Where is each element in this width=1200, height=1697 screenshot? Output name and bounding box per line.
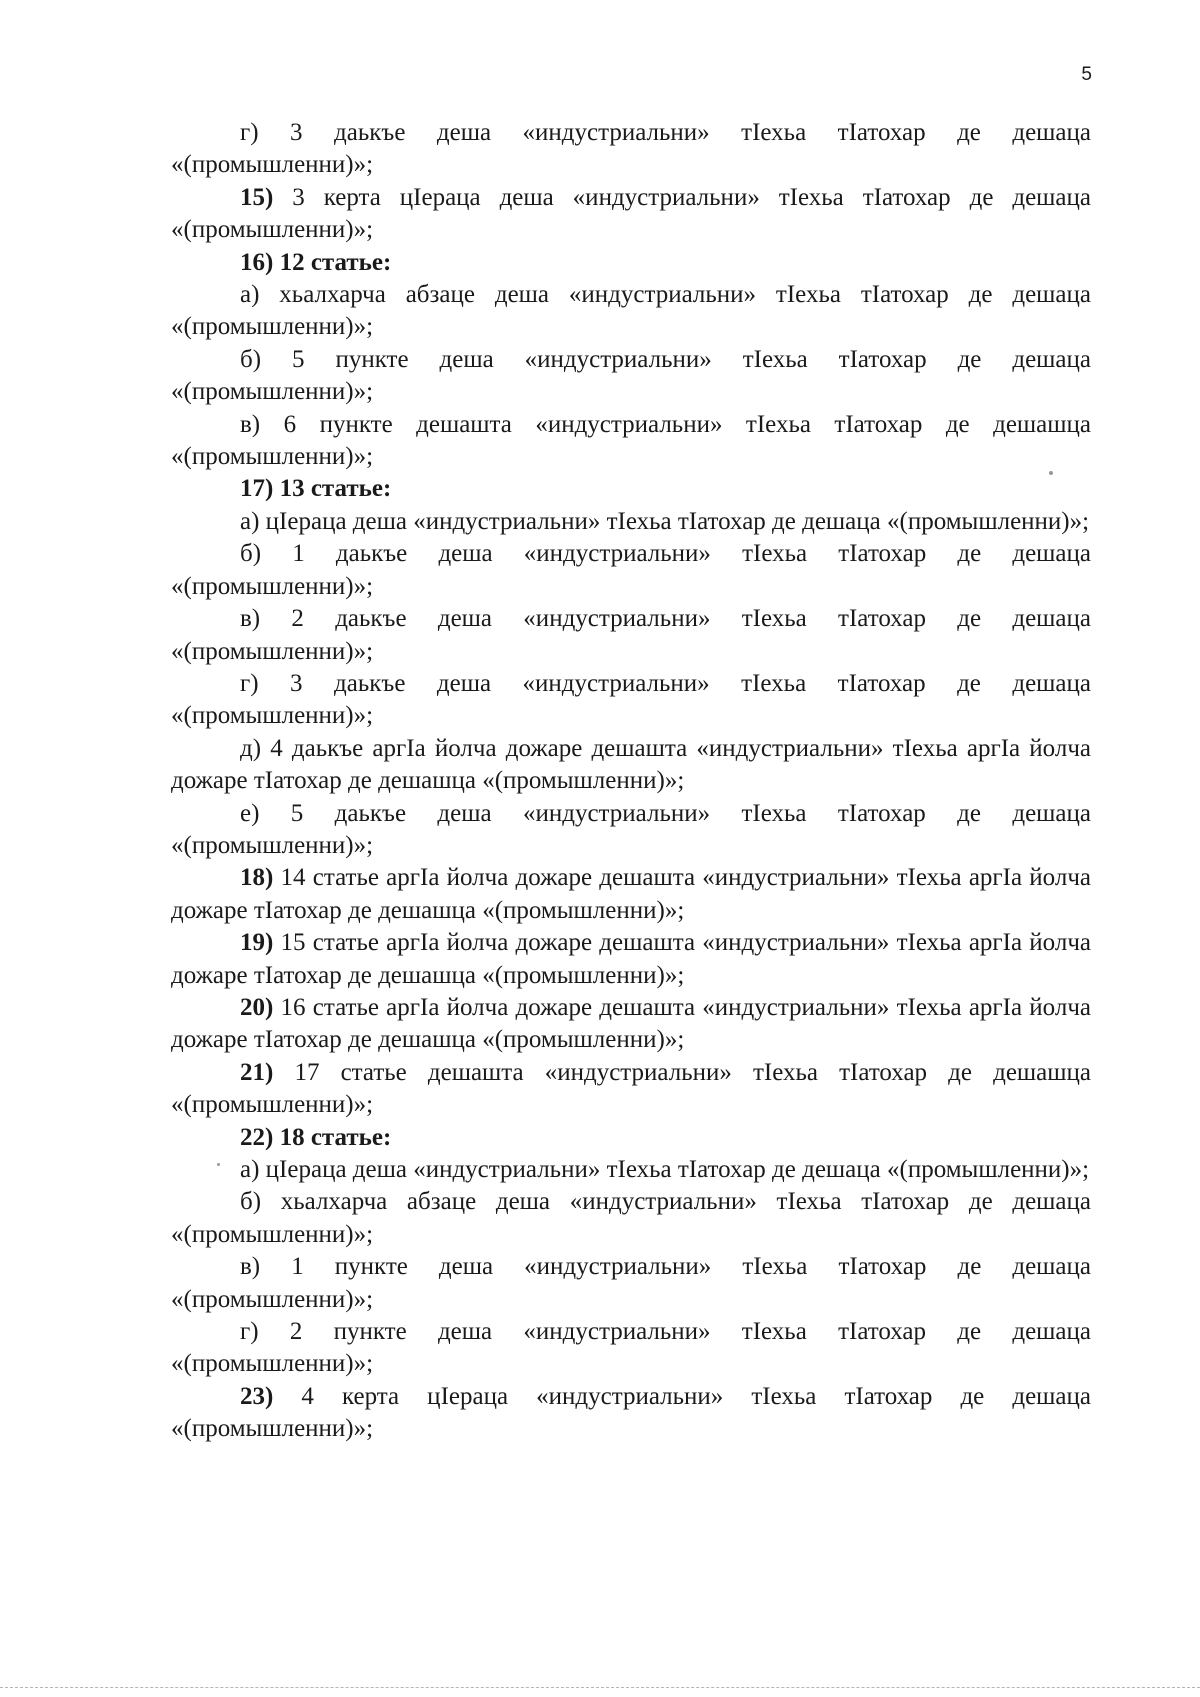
paragraph-text: д) 4 даькъе аргIа йолча дожаре дешашта «индустриальни» тIехьа аргIа йолча дожаре тIатохар де дешашца «(промышленни)»; — [171, 734, 1091, 795]
paragraph-text: в) 2 даькъе деша «индустриальни» тIехьа тIатохар де дешаца «(промышленни)»; — [171, 605, 1091, 665]
paragraph-text: 16 статье аргIа йолча дожаре дешашта «индустриальни» тIехьа аргIа йолча дожаре тIатохар де дешашца «(промышленни)»; — [171, 993, 1091, 1054]
scan-speck — [217, 1163, 220, 1166]
paragraph — [171, 733, 1091, 798]
paragraph-text: 4 керта цIераца «индустриальни» тIехьа тIатохар де дешаца «(промышленни)»; — [171, 1382, 1091, 1443]
paragraph — [171, 1186, 1091, 1251]
paragraph — [171, 1057, 1091, 1122]
paragraph — [171, 247, 1091, 279]
paragraph — [171, 344, 1091, 409]
document-body — [171, 117, 1091, 1446]
paragraph — [171, 668, 1091, 733]
paragraph-text: 17 статье дешашта «индустриальни» тIехьа тIатохар де дешашца «(промышленни)»; — [171, 1058, 1091, 1119]
scan-speck — [1049, 471, 1053, 475]
paragraph — [171, 927, 1091, 992]
paragraph-text: б) 1 даькъе деша «индустриальни» тIехьа тIатохар де дешаца «(промышленни)»; — [171, 540, 1091, 600]
paragraph-text: в) 1 пункте деша «индустриальни» тIехьа тIатохар де дешаца «(промышленни)»; — [171, 1253, 1091, 1313]
paragraph-text: г) 2 пункте деша «индустриальни» тIехьа тIатохар де дешаца «(промышленни)»; — [171, 1318, 1091, 1378]
paragraph — [171, 1251, 1091, 1316]
paragraph-text: г) 3 даькъе деша «индустриальни» тIехьа тIатохар де дешаца «(промышленни)»; — [171, 119, 1091, 179]
paragraph — [171, 862, 1091, 927]
paragraph-text: 3 керта цIераца деша «индустриальни» тIехьа тIатохар де дешаца «(промышленни)»; — [171, 183, 1091, 244]
item-heading: 22) 18 статье: — [240, 1123, 392, 1151]
item-number: 15) — [240, 183, 274, 211]
paragraph-text: б) хьалхарча абзаце деша «индустриальни» тIехьа тIатохар де дешаца «(промышленни)»; — [171, 1188, 1091, 1248]
paragraph — [171, 538, 1091, 603]
item-number: 20) — [240, 993, 274, 1021]
paragraph — [171, 1381, 1091, 1446]
paragraph-text: в) 6 пункте дешашта «индустриальни» тIехьа тIатохар де дешашца «(промышленни)»; — [171, 410, 1091, 471]
paragraph — [171, 603, 1091, 668]
paragraph-text: а) цIераца деша «индустриальни» тIехьа тIатохар де дешаца «(промышленни)»; — [240, 1156, 1090, 1183]
paragraph-text: б) 5 пункте деша «индустриальни» тIехьа тIатохар де дешаца «(промышленни)»; — [171, 345, 1091, 406]
scan-edge-line — [0, 1687, 1200, 1689]
paragraph — [171, 117, 1091, 182]
item-number: 23) — [240, 1382, 274, 1410]
paragraph — [171, 473, 1091, 505]
page-number: 5 — [1081, 64, 1092, 85]
paragraph — [171, 506, 1091, 538]
paragraph — [171, 1316, 1091, 1381]
paragraph — [171, 182, 1091, 247]
paragraph-text: г) 3 даькъе деша «индустриальни» тIехьа тIатохар де дешаца «(промышленни)»; — [171, 669, 1091, 730]
paragraph-text: 15 статье аргIа йолча дожаре дешашта «индустриальни» тIехьа аргIа йолча дожаре тIатохар де дешашца «(промышленни)»; — [171, 929, 1091, 989]
paragraph — [171, 279, 1091, 344]
paragraph — [171, 798, 1091, 863]
item-number: 19) — [240, 929, 274, 957]
paragraph-text: е) 5 даькъе деша «индустриальни» тIехьа тIатохар де дешаца «(промышленни)»; — [171, 799, 1091, 859]
paragraph — [171, 1122, 1091, 1154]
item-heading: 17) 13 статье: — [240, 475, 392, 503]
paragraph-text: 14 статье аргIа йолча дожаре дешашта «индустриальни» тIехьа аргIа йолча дожаре тIатохар де дешашца «(промышленни)»; — [171, 864, 1091, 924]
paragraph — [171, 409, 1091, 474]
item-number: 21) — [240, 1058, 274, 1086]
paragraph-text: а) хьалхарча абзаце деша «индустриальни» тIехьа тIатохар де дешаца «(промышленни)»; — [171, 281, 1091, 341]
paragraph-text: а) цIераца деша «индустриальни» тIехьа тIатохар де дешаца «(промышленни)»; — [240, 507, 1090, 535]
item-heading: 16) 12 статье: — [240, 248, 392, 276]
paragraph — [171, 992, 1091, 1057]
item-number: 18) — [240, 864, 274, 892]
paragraph — [171, 1154, 1091, 1186]
